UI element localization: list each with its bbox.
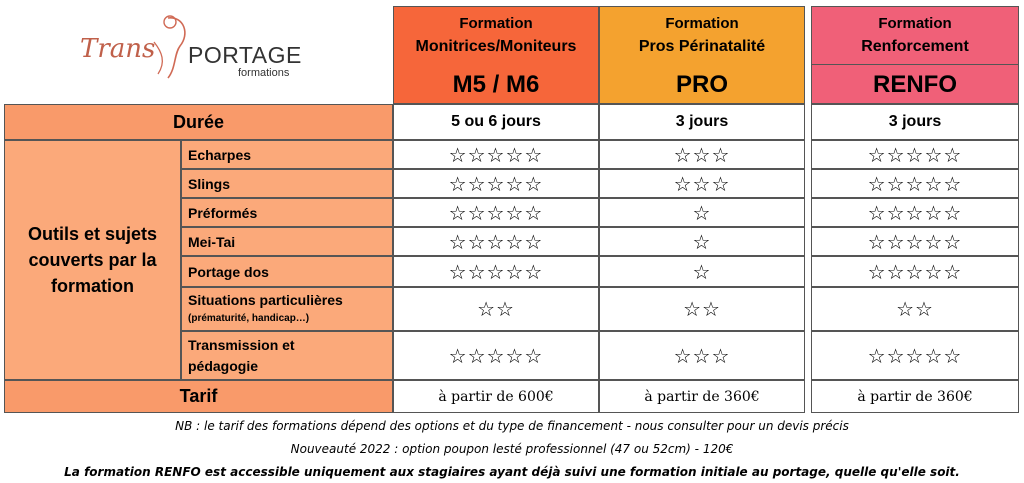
duree-m5: 5 ou 6 jours <box>393 104 599 140</box>
tarif-label: Tarif <box>4 380 393 413</box>
logo-portage-text: PORTAGE <box>188 42 302 68</box>
row-slings-pro: ☆☆☆ <box>599 169 805 198</box>
header-renfo-line1: Formation <box>878 15 952 32</box>
row-portage-dos-pro: ☆ <box>599 256 805 287</box>
row-situations-m5: ☆☆ <box>393 287 599 331</box>
row-label-echarpes: Echarpes <box>181 140 393 169</box>
row-mei-tai-m5: ☆☆☆☆☆ <box>393 227 599 256</box>
row-label-mei-tai: Mei-Tai <box>181 227 393 256</box>
duree-pro: 3 jours <box>599 104 805 140</box>
row-label-transmission-sub: pédagogie <box>188 358 259 374</box>
row-situations-pro: ☆☆ <box>599 287 805 331</box>
row-label-situations-main: Situations particulières <box>188 292 343 308</box>
row-label-situations-sub: (prématurité, handicap…) <box>188 313 310 324</box>
header-m5 <box>393 6 599 104</box>
note-renfo: La formation RENFO est accessible uniquement aux stagiaires ayant déjà suivi une formation initiale au portage, quelle qu'elle soit. <box>64 465 960 479</box>
header-m5-line2: Monitrices/Moniteurs <box>415 38 577 55</box>
row-preformes-m5: ☆☆☆☆☆ <box>393 198 599 227</box>
row-preformes-renfo: ☆☆☆☆☆ <box>811 198 1019 227</box>
note-nouveaute: Nouveauté 2022 : option poupon lesté professionnel (47 ou 52cm) - 120€ <box>290 442 734 456</box>
row-label-transmission <box>181 331 393 380</box>
row-transmission-renfo: ☆☆☆☆☆ <box>811 331 1019 380</box>
row-portage-dos-m5: ☆☆☆☆☆ <box>393 256 599 287</box>
header-m5-line1: Formation <box>459 15 533 32</box>
row-mei-tai-renfo: ☆☆☆☆☆ <box>811 227 1019 256</box>
row-echarpes-pro: ☆☆☆ <box>599 140 805 169</box>
header-m5-code: M5 / M6 <box>452 71 540 98</box>
row-label-transmission-main: Transmission et <box>188 337 295 353</box>
header-renfo-code: RENFO <box>873 71 957 98</box>
header-pro-line2: Pros Périnatalité <box>638 38 766 55</box>
row-mei-tai-pro: ☆ <box>599 227 805 256</box>
row-label-situations <box>181 287 393 331</box>
tarif-renfo: à partir de 360€ <box>811 380 1019 413</box>
header-renfo-line2: Renforcement <box>861 38 969 55</box>
note-nb: NB : le tarif des formations dépend des options et du type de financement - nous consulter pour un devis précis <box>175 419 849 433</box>
row-slings-renfo: ☆☆☆☆☆ <box>811 169 1019 198</box>
header-pro-code: PRO <box>675 71 728 98</box>
logo <box>80 12 310 92</box>
row-preformes-pro: ☆ <box>599 198 805 227</box>
logo-script-text: Trans <box>80 34 156 64</box>
row-echarpes-m5: ☆☆☆☆☆ <box>393 140 599 169</box>
tarif-m5: à partir de 600€ <box>393 380 599 413</box>
outils-label: Outils et sujets couverts par la formation <box>4 140 181 380</box>
row-label-preformes: Préformés <box>181 198 393 227</box>
row-slings-m5: ☆☆☆☆☆ <box>393 169 599 198</box>
row-transmission-m5: ☆☆☆☆☆ <box>393 331 599 380</box>
tarif-pro: à partir de 360€ <box>599 380 805 413</box>
row-portage-dos-renfo: ☆☆☆☆☆ <box>811 256 1019 287</box>
logo-sub-text: formations <box>238 67 290 79</box>
row-label-portage-dos: Portage dos <box>181 256 393 287</box>
header-renfo <box>811 6 1019 104</box>
duree-label: Durée <box>4 104 393 140</box>
row-transmission-pro: ☆☆☆ <box>599 331 805 380</box>
header-pro <box>599 6 805 104</box>
duree-renfo: 3 jours <box>811 104 1019 140</box>
row-situations-renfo: ☆☆ <box>811 287 1019 331</box>
header-pro-line1: Formation <box>665 15 739 32</box>
header-renfo-divider <box>812 64 1018 65</box>
row-echarpes-renfo: ☆☆☆☆☆ <box>811 140 1019 169</box>
row-label-slings: Slings <box>181 169 393 198</box>
